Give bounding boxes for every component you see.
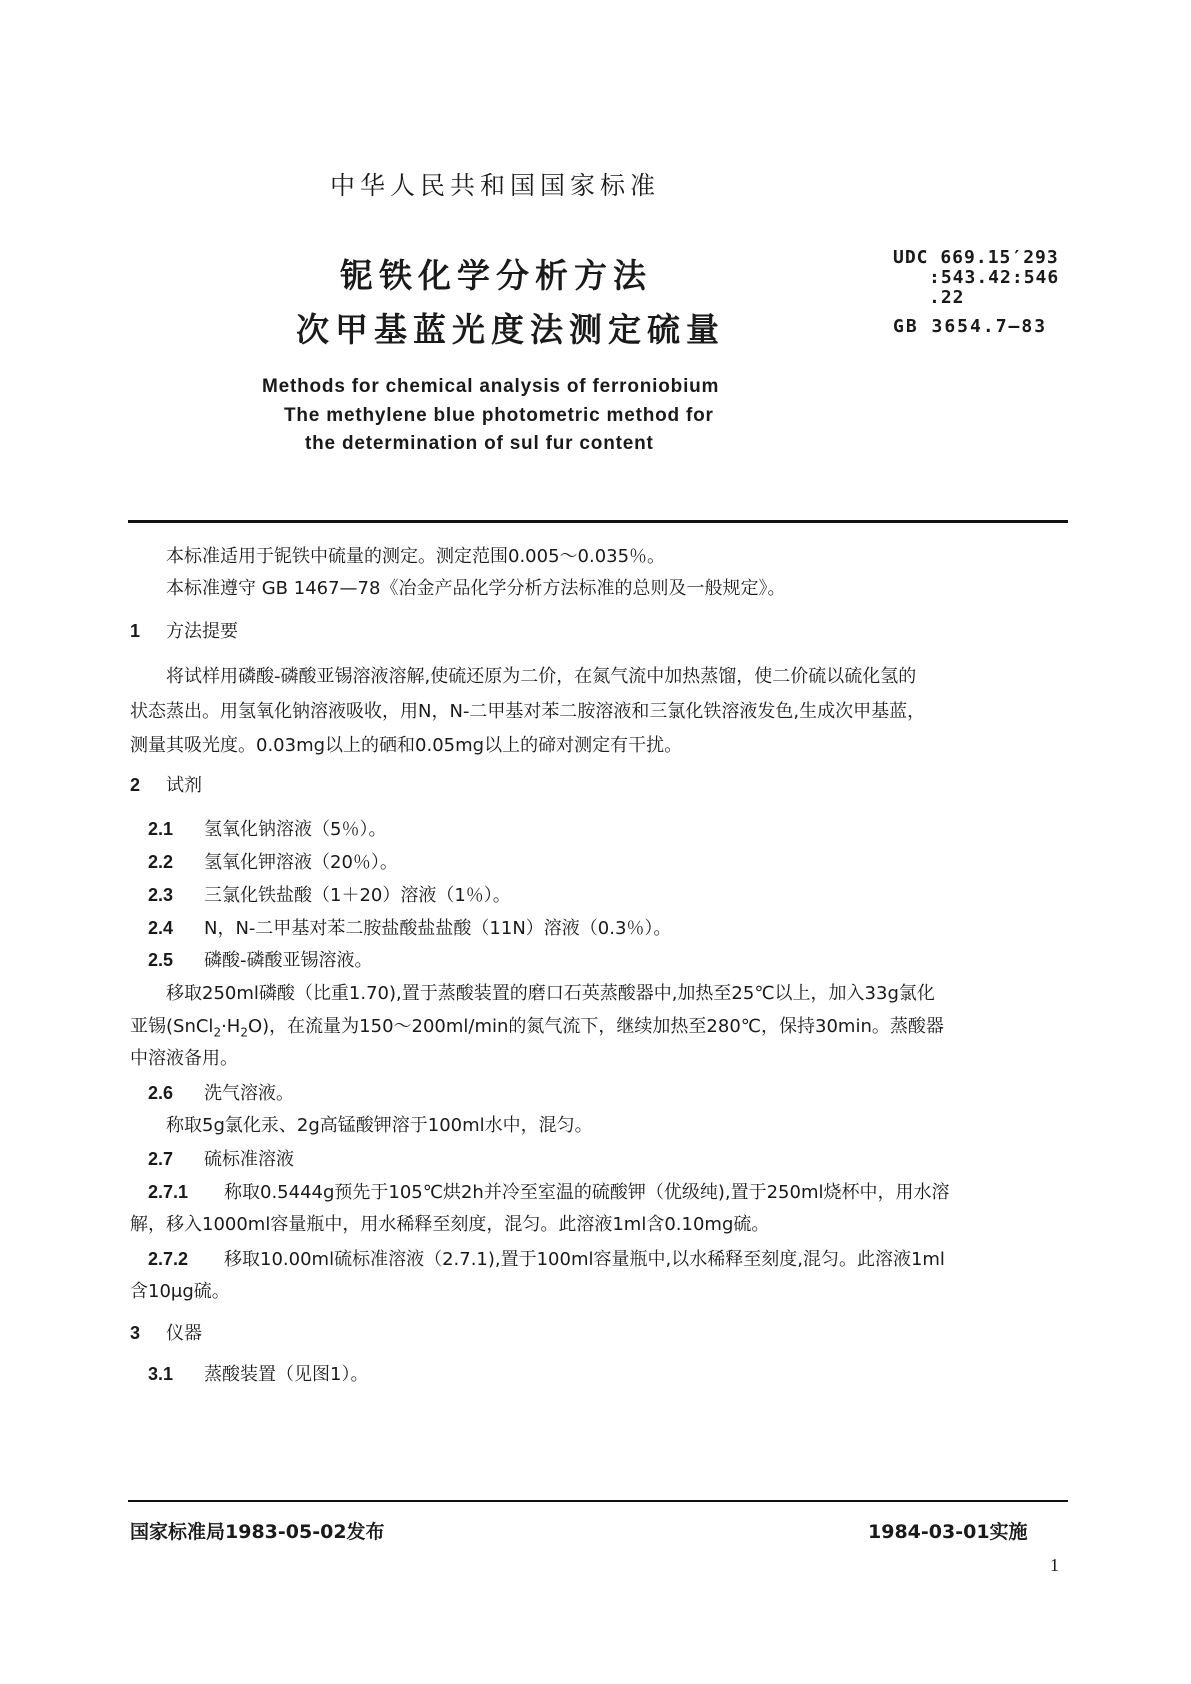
section-1-line2: 状态蒸出。用氢氧化钠溶液吸收，用N，N-二甲基对苯二胺溶液和三氯化铁溶液发色,生成次甲基蓝， — [130, 701, 926, 722]
national-standard-heading: 中华人民共和国国家标准 — [330, 171, 661, 200]
reagent-number: 2.7.2 — [148, 1249, 189, 1269]
reagent-item — [148, 1144, 294, 1175]
reagent-number: 2.4 — [148, 918, 174, 938]
section-1-title: 方法提要 — [166, 621, 238, 642]
reagent-2-5-line3: 中溶液备用。 — [130, 1048, 238, 1069]
reagent-2-6-line1: 称取5g氯化汞、2g高锰酸钾溶于100ml水中，混匀。 — [166, 1115, 593, 1136]
text-part: 亚锡(SnCl — [130, 1016, 214, 1037]
text-part: ·H — [221, 1016, 241, 1037]
reagent-text: 氢氧化钾溶液（20％）。 — [204, 852, 398, 873]
section-2-number: 2 — [130, 775, 141, 795]
reagent-number: 2.2 — [148, 852, 174, 872]
apparatus-item — [148, 1359, 368, 1390]
section-1-line3: 测量其吸光度。0.03mg以上的硒和0.05mg以上的碲对测定有干扰。 — [130, 735, 683, 756]
reagent-number: 2.1 — [148, 819, 174, 839]
udc-line2: :543.42:546 — [929, 267, 1060, 288]
apparatus-number: 3.1 — [148, 1364, 174, 1384]
reagent-number: 2.6 — [148, 1083, 174, 1103]
english-title-line1: Methods for chemical analysis of ferroniobium — [262, 376, 720, 397]
reagent-text: 硫标准溶液 — [204, 1149, 294, 1170]
reagent-item — [148, 945, 373, 976]
section-3-title: 仪器 — [166, 1323, 202, 1344]
reagent-item — [148, 847, 398, 878]
reagent-number: 2.7.1 — [148, 1182, 189, 1202]
intro-compliance: 本标准遵守 GB 1467—78《冶金产品化学分析方法标准的总则及一般规定》。 — [166, 578, 786, 599]
subscript: 2 — [240, 1025, 248, 1040]
reagent-item — [148, 1078, 294, 1109]
reagent-item — [148, 880, 511, 911]
reagent-2-5-line2 — [130, 1012, 944, 1048]
footer-divider — [128, 1500, 1068, 1502]
reagent-text: 移取10.00ml硫标准溶液（2.7.1),置于100ml容量瓶中,以水稀释至刻度,混匀。此溶液1ml — [224, 1249, 945, 1270]
reagent-number: 2.3 — [148, 885, 174, 905]
english-title-line2: The methylene blue photometric method for — [284, 405, 714, 426]
issue-date: 国家标准局1983-05-02发布 — [130, 1521, 385, 1543]
section-2-heading — [130, 771, 202, 797]
intro-scope: 本标准适用于铌铁中硫量的测定。测定范围0.005～0.035％。 — [166, 546, 666, 567]
section-3-heading — [130, 1319, 202, 1345]
reagent-2-7-2-line1 — [148, 1244, 945, 1275]
section-1-line1: 将试样用磷酸-磷酸亚锡溶液溶解,使硫还原为二价，在氮气流中加热蒸馏，使二价硫以硫化氢的 — [166, 666, 917, 687]
reagent-number: 2.7 — [148, 1149, 174, 1169]
section-3-number: 3 — [130, 1323, 141, 1343]
section-2-title: 试剂 — [166, 775, 202, 796]
subscript: 2 — [213, 1025, 222, 1040]
page-number: 1 — [1050, 1555, 1059, 1575]
reagent-text: N，N-二甲基对苯二胺盐酸盐盐酸（11N）溶液（0.3％）。 — [204, 918, 672, 939]
reagent-text: 称取0.5444g预先于105℃烘2h并冷至室温的硫酸钾（优级纯),置于250ml烧杯中，用水溶 — [224, 1182, 950, 1203]
document-title-line2: 次甲基蓝光度法测定硫量 — [296, 310, 725, 349]
reagent-item — [148, 814, 386, 845]
reagent-text: 磷酸-磷酸亚锡溶液。 — [204, 950, 373, 971]
reagent-2-7-1-line1 — [148, 1177, 949, 1208]
udc-code — [893, 248, 1059, 308]
text-part: O)，在流量为150～200ml/min的氮气流下，继续加热至280℃，保持30min。蒸酸器 — [247, 1016, 944, 1037]
section-1-number: 1 — [130, 621, 141, 641]
reagent-text: 三氯化铁盐酸（1＋20）溶液（1％）。 — [204, 885, 511, 906]
reagent-2-7-1-line2: 解，移入1000ml容量瓶中，用水稀释至刻度，混匀。此溶液1ml含0.10mg硫。 — [130, 1214, 770, 1235]
gb-code: GB 3654.7—83 — [893, 316, 1048, 337]
header-divider — [128, 520, 1068, 523]
reagent-2-7-2-line2: 含10μg硫。 — [130, 1281, 230, 1302]
reagent-number: 2.5 — [148, 950, 174, 970]
apparatus-text: 蒸酸装置（见图1）。 — [204, 1364, 369, 1385]
udc-line1: UDC 669.15′293 — [893, 247, 1059, 268]
reagent-item — [148, 913, 671, 944]
reagent-text: 洗气溶液。 — [204, 1083, 294, 1104]
reagent-2-5-line1: 移取250ml磷酸（比重1.70),置于蒸酸装置的磨口石英蒸酸器中,加热至25℃以上，加入33g氯化 — [166, 983, 935, 1004]
effective-date: 1984-03-01实施 — [868, 1521, 1028, 1543]
english-title-line3: the determination of sul fur content — [305, 433, 654, 454]
document-title-line1: 铌铁化学分析方法 — [340, 256, 652, 295]
section-1-heading — [130, 617, 238, 643]
udc-line3: .22 — [929, 287, 965, 308]
reagent-text: 氢氧化钠溶液（5％）。 — [204, 819, 387, 840]
